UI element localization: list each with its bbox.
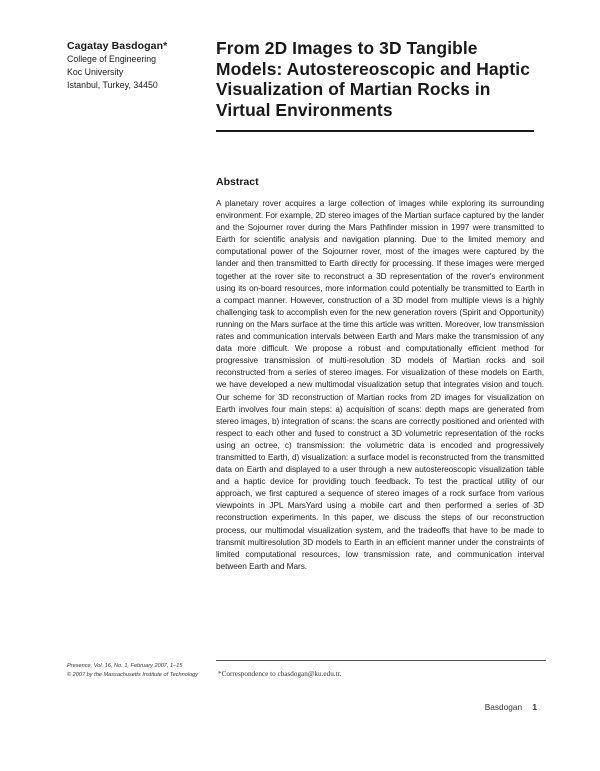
author-block — [67, 40, 207, 92]
running-head: Basdogan — [484, 702, 523, 712]
copyright-notice: © 2007 by the Massachusetts Institute of Technology — [67, 672, 199, 678]
running-footer — [485, 702, 537, 712]
paper-title: From 2D Images to 3D Tangible Models: Autostereoscopic and Haptic Visualization of Martian Rocks in Virtual Environments — [216, 38, 531, 120]
abstract-body: A planetary rover acquires a large collection of images while exploring its surrounding environment. For example, 2D stereo images of the Martian surface captured by the lander and the Sojourner rover during the Mars Pathfinder mission in 1997 were transmitted to Earth for scientific analysis and navigation planning. Due to the limited memory and computational power of the Sojourner rover, most of the images were captured by the lander and then transmitted to Earth directly for processing. If these images were merged together at the rover site to reconstruct a 3D representation of the rover's environment using its on-board resources, more information could potentially be transmitted to Earth in a compact manner. However, construction of a 3D model from multiple views is a highly challenging task to accomplish even for the new generation rovers (Spirit and Opportunity) running on the Mars surface at the time this article was written. Moreover, low transmission rates and communication intervals between Earth and Mars make the transmission of any data more difficult. We propose a robust and computationally efficient method for progressive transmission of multi-resolution 3D models of Martian rocks and soil reconstructed from a series of stereo images. For visualization of these models on Earth, we have developed a new multimodal visualization setup that integrates vision and touch. Our scheme for 3D reconstruction of Martian rocks from 2D images for visualization on Earth involves four main steps: a) acquisition of scans: depth maps are generated from stereo images, b) integration of scans: the scans are correctly positioned and oriented with respect to each other and fused to construct a 3D volumetric representation of the rocks using an octree, c) transmission: the volumetric data is encoded and progressively transmitted to Earth, d) visualization: a surface model is reconstructed from the transmitted data on Earth and displayed to a user through a new autostereoscopic visualization table and a haptic device for providing touch feedback. To test the practical utility of our approach, we first captured a sequence of stereo images of a rock surface from various viewpoints in JPL MarsYard using a mobile cart and then performed a series of 3D reconstruction experiments. In this paper, we discuss the steps of our reconstruction process, our multimodal visualization system, and the tradeoffs that have to be made to transmit multiresolution 3D models to Earth in an efficient manner under the constraints of limited computational resources, low transmission rate, and communication interval between Earth and Mars. — [216, 199, 544, 571]
author-name: Cagatay Basdogan* — [67, 40, 168, 52]
page-number: 1 — [532, 702, 537, 712]
title-divider — [216, 130, 534, 132]
title-block — [216, 38, 536, 120]
affiliation-line: College of Engineering — [67, 54, 157, 64]
publication-info — [67, 662, 217, 680]
footnote-divider — [216, 660, 546, 661]
affiliation-line: Koc University — [67, 67, 124, 77]
correspondence-footnote: *Correspondence to cbasdogan@ku.edu.tr. — [218, 670, 342, 678]
journal-citation: Presence, Vol. 16, No. 1, February 2007, 1–15 — [67, 663, 183, 669]
abstract-heading: Abstract — [216, 176, 259, 188]
affiliation-line: Istanbul, Turkey, 34450 — [67, 80, 158, 90]
